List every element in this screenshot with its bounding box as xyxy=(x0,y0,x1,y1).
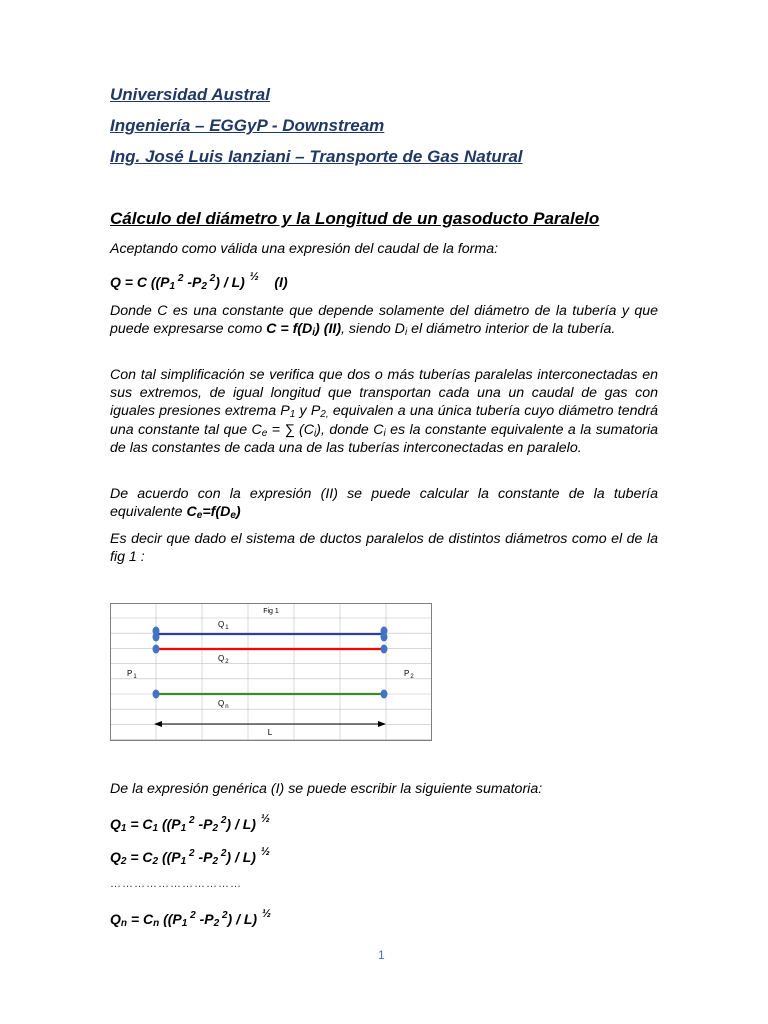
header-department: Ingeniería – EGGyP - Downstream xyxy=(110,116,385,135)
intro-paragraph: Aceptando como válida una expresión del caudal de la forma: xyxy=(110,241,499,257)
label-length: L xyxy=(267,728,273,737)
paragraph-equivalent: De acuerdo con la expresión (II) se puede calcular la constante de la tubería equivalente $C_e=f(D_e)$ xyxy=(110,486,658,522)
ellipsis-dots: …………………………… xyxy=(110,878,242,890)
paragraph-constant: Donde C es una constante que depende solamente del diámetro de la tubería y que puede expresarse como $C = f(D_i)$ (II), siendo $D_i$ el diámetro interior de la tubería. xyxy=(110,303,658,339)
header-university: Universidad Austral xyxy=(110,85,270,104)
figure-frame xyxy=(111,604,432,741)
figure-parallel-pipes xyxy=(110,603,432,741)
node-qn-left xyxy=(153,690,160,699)
paragraph-figure-intro: Es decir que dado el sistema de ductos paralelos de distintos diámetros como el de la fig 1 : xyxy=(110,531,658,566)
equation-tag: (I) xyxy=(274,274,288,290)
node-q2-right xyxy=(381,645,388,654)
equation-q1: $Q_1 = C_1$ (($P_1$ $^2$ $-P_2$ $^2$) / L) $^{\frac{1}{2}}$ xyxy=(110,813,270,834)
equation-q2: $Q_2 = C_2$ (($P_1$ $^2$ $-P_2$ $^2$) / L) $^{\frac{1}{2}}$ xyxy=(110,846,270,867)
node-qn-right xyxy=(381,690,388,699)
paragraph-simplification: Con tal simplificación se verifica que dos o más tuberías paralelas interconectadas en sus extremos, de igual longitud que transportan cada una un caudal de gas con iguales presiones extrema $P_1$ y $P_{2,}$ equivalen a una única tubería cuyo diámetro tendrá una constante tal que $C_e$ = ∑ $(C_i)$, donde $C_i$ es la constante equivalente a la sumatoria de las constantes de cada una de las tuberías interconectadas en paralelo. xyxy=(110,367,658,456)
figure-svg xyxy=(110,603,432,741)
page-number: 1 xyxy=(378,948,385,962)
paragraph-summation: De la expresión genérica (I) se puede escribir la siguiente sumatoria: xyxy=(110,781,543,797)
label-p2: $P_2$ xyxy=(404,669,414,680)
figure-title: Fig 1 xyxy=(263,608,279,615)
main-equation: Q = C (($P_1$ $^2$ $-P_2$ $^2$) / L) $^{\frac{1}{2}}$ (I) xyxy=(110,271,288,292)
node-q1-right-lower xyxy=(381,633,388,642)
section-title: Cálculo del diámetro y la Longitud de un gasoducto Paralelo xyxy=(110,209,600,228)
label-p1: $P_1$ xyxy=(127,669,137,680)
label-q2: $Q_2$ xyxy=(218,654,229,665)
label-q1: $Q_1$ xyxy=(218,620,229,631)
node-q1-left-lower xyxy=(153,633,160,642)
label-qn: $Q_n$ xyxy=(218,699,229,710)
node-q2-left xyxy=(153,645,160,654)
equation-qn: $Q_n = C_n$ (($P_1$ $^2$ $-P_2$ $^2$) / L) $^{\frac{1}{2}}$ xyxy=(110,908,272,929)
header-course: Ing. José Luis Ianziani – Transporte de Gas Natural xyxy=(110,147,523,166)
